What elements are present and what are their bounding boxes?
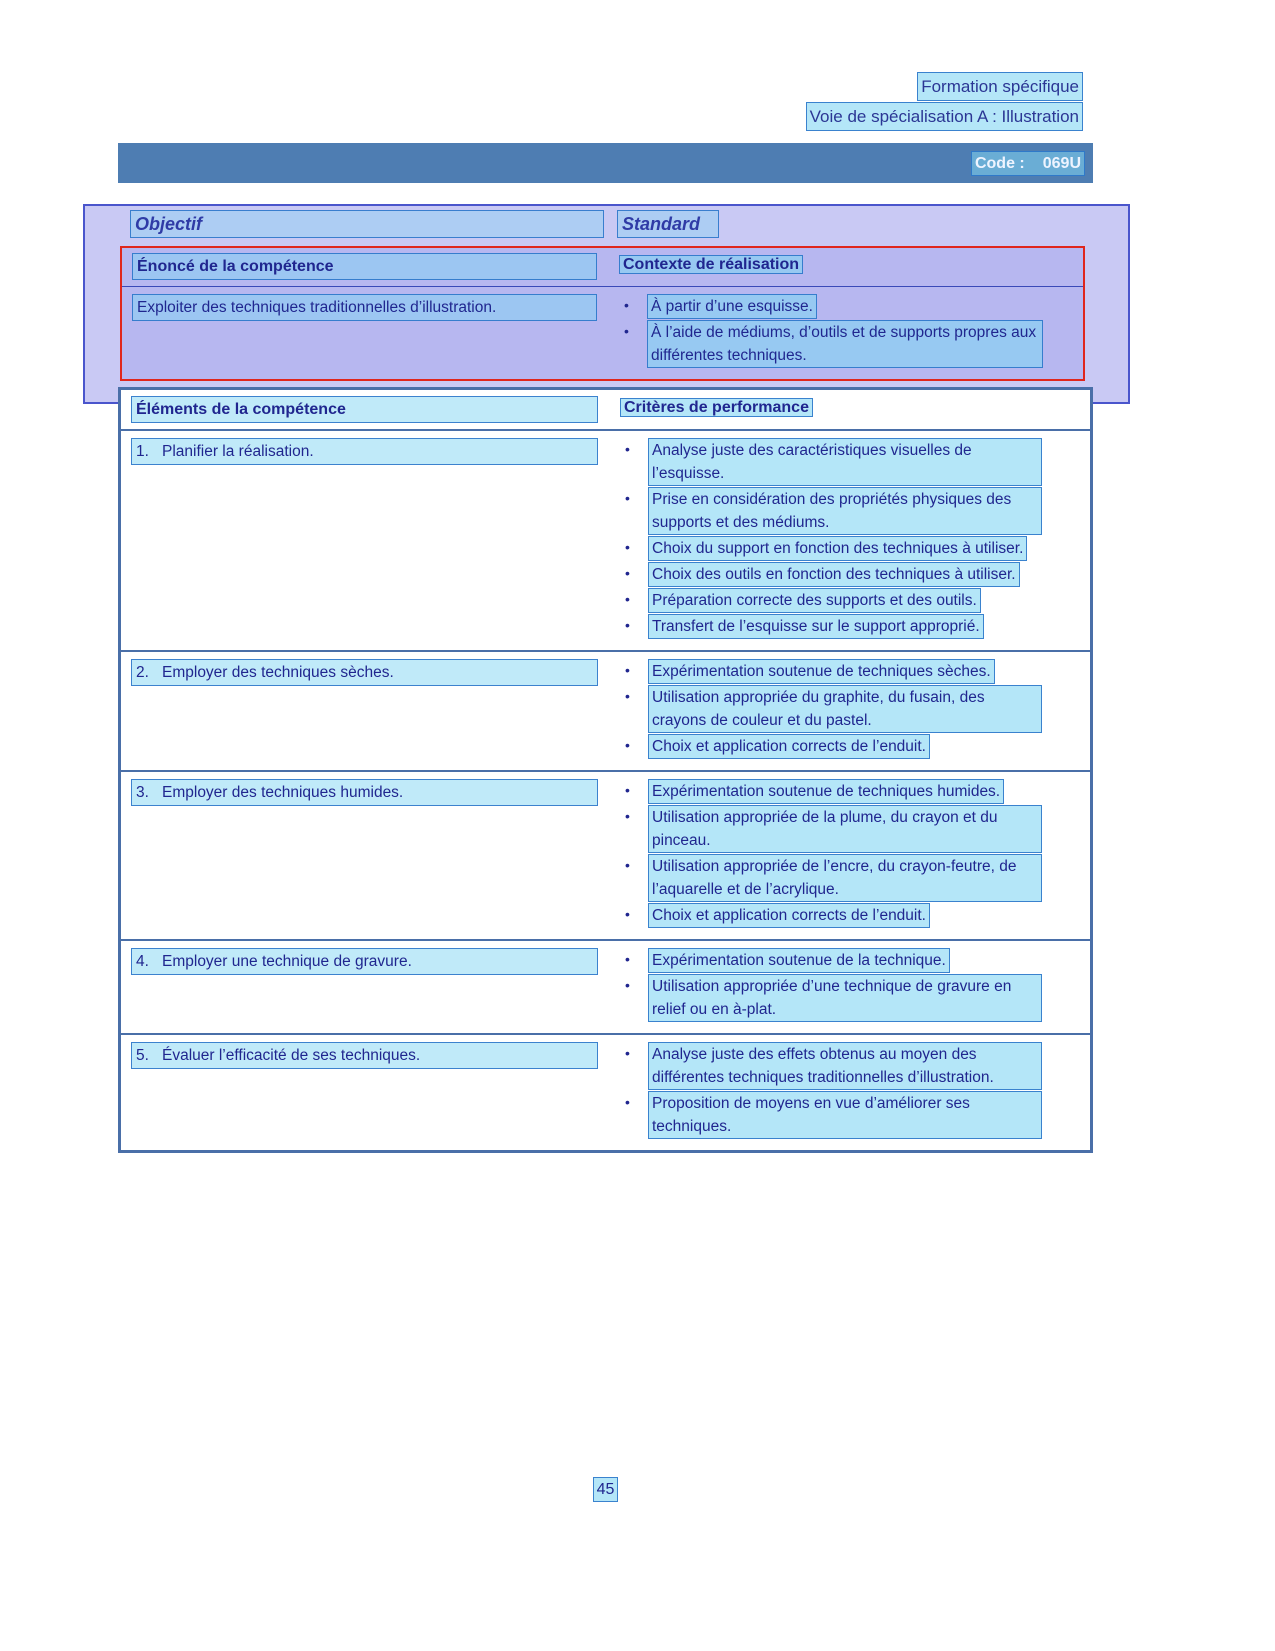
criteria-list — [620, 948, 1042, 1022]
list-item — [620, 734, 1042, 759]
criteria-text: Utilisation appropriée du graphite, du fusain, des crayons de couleur et du pastel. — [648, 685, 1042, 733]
code-value: 069U — [1042, 154, 1081, 172]
competence-box-header — [122, 248, 1083, 287]
element-label: Employer des techniques sèches. — [162, 664, 394, 681]
criteria-list — [620, 438, 1042, 639]
element-number: 2. — [136, 664, 149, 681]
bullet-icon — [620, 948, 648, 973]
element-number: 5. — [136, 1047, 149, 1064]
list-item — [620, 659, 1042, 684]
list-item — [620, 588, 1042, 613]
criteria-text: Choix et application corrects de l’enduit. — [648, 734, 930, 759]
enonce-header-text: Énoncé de la compétence — [132, 253, 597, 280]
table-row — [121, 650, 1090, 770]
bullet-icon — [620, 974, 648, 1022]
element-text — [131, 779, 598, 806]
element-text — [131, 659, 598, 686]
list-item — [620, 685, 1042, 733]
bullet-icon — [620, 1091, 648, 1139]
element-text — [131, 1042, 598, 1069]
list-item — [620, 1091, 1042, 1139]
bullet-icon — [620, 614, 648, 639]
criteria-cell — [620, 1042, 1090, 1140]
doc-header — [806, 72, 1083, 132]
table-row — [121, 770, 1090, 939]
competence-box — [120, 246, 1085, 381]
table-row — [121, 939, 1090, 1033]
list-item — [620, 854, 1042, 902]
list-item — [620, 562, 1042, 587]
contexte-item-text: À l’aide de médiums, d’outils et de supports propres aux différentes techniques. — [647, 320, 1043, 368]
criteres-header-text: Critères de performance — [620, 398, 813, 417]
element-number: 4. — [136, 953, 149, 970]
bullet-icon — [619, 320, 647, 368]
bullet-icon — [620, 536, 648, 561]
criteria-list — [620, 659, 1042, 759]
header-line-voie — [806, 102, 1083, 131]
table-row — [121, 431, 1090, 650]
element-text — [131, 438, 598, 465]
criteria-text: Utilisation appropriée d’une technique de gravure en relief ou en à-plat. — [648, 974, 1042, 1022]
enonce-statement-cell — [122, 294, 619, 369]
criteria-text: Proposition de moyens en vue d’améliorer ses techniques. — [648, 1091, 1042, 1139]
criteria-text: Analyse juste des caractéristiques visuelles de l’esquisse. — [648, 438, 1042, 486]
list-item — [620, 438, 1042, 486]
criteria-text: Expérimentation soutenue de techniques sèches. — [648, 659, 995, 684]
criteria-cell — [620, 948, 1090, 1023]
list-item — [620, 614, 1042, 639]
element-label: Employer une technique de gravure. — [162, 953, 412, 970]
list-item — [620, 805, 1042, 853]
criteria-list — [620, 779, 1042, 928]
element-cell — [121, 659, 620, 760]
enonce-statement-text: Exploiter des techniques traditionnelles d’illustration. — [132, 294, 597, 321]
objectif-title — [130, 210, 604, 238]
element-number: 1. — [136, 443, 149, 460]
list-item — [620, 948, 1042, 973]
criteria-text: Préparation correcte des supports et des outils. — [648, 588, 981, 613]
code-label: Code : — [974, 154, 1025, 172]
page-footer — [118, 1477, 1093, 1502]
list-item — [620, 903, 1042, 928]
element-cell — [121, 1042, 620, 1140]
list-item — [619, 294, 1043, 319]
criteria-text: Prise en considération des propriétés physiques des supports et des médiums. — [648, 487, 1042, 535]
contexte-header-cell — [619, 253, 1083, 280]
element-cell — [121, 948, 620, 1023]
bullet-icon — [620, 734, 648, 759]
bullet-icon — [620, 487, 648, 535]
criteria-text: Utilisation appropriée de l’encre, du crayon-feutre, de l’aquarelle et de l’acrylique. — [648, 854, 1042, 902]
element-label: Planifier la réalisation. — [162, 443, 314, 460]
header-line-voie-text: Voie de spécialisation A : Illustration — [806, 102, 1083, 131]
element-text — [131, 948, 598, 975]
code-bar — [118, 143, 1093, 183]
criteria-text: Choix et application corrects de l’enduit. — [648, 903, 930, 928]
element-label: Évaluer l’efficacité de ses techniques. — [162, 1047, 421, 1064]
list-item — [620, 779, 1042, 804]
elements-header-text: Éléments de la compétence — [131, 396, 598, 423]
criteria-text: Expérimentation soutenue de la technique. — [648, 948, 950, 973]
bullet-icon — [620, 1042, 648, 1090]
bullet-icon — [620, 438, 648, 486]
bullet-icon — [620, 562, 648, 587]
element-cell — [121, 779, 620, 929]
list-item — [620, 1042, 1042, 1090]
bullet-icon — [620, 805, 648, 853]
list-item — [620, 487, 1042, 535]
list-item — [619, 320, 1043, 368]
bullet-icon — [620, 854, 648, 902]
element-cell — [121, 438, 620, 640]
bullet-icon — [620, 685, 648, 733]
code-badge — [971, 151, 1085, 176]
bullet-icon — [620, 588, 648, 613]
contexte-item-text: À partir d’une esquisse. — [647, 294, 817, 319]
contexte-list — [619, 294, 1043, 368]
list-item — [620, 536, 1042, 561]
bullet-icon — [619, 294, 647, 319]
criteria-text: Expérimentation soutenue de techniques humides. — [648, 779, 1004, 804]
standard-title-text: Standard — [617, 210, 719, 238]
criteria-text: Utilisation appropriée de la plume, du crayon et du pinceau. — [648, 805, 1042, 853]
contexte-items-cell — [619, 294, 1083, 369]
criteria-table-header — [121, 390, 1090, 431]
objectif-title-text: Objectif — [130, 210, 604, 238]
criteria-text: Transfert de l’esquisse sur le support approprié. — [648, 614, 984, 639]
table-row — [121, 1033, 1090, 1150]
page-number: 45 — [593, 1477, 619, 1502]
list-item — [620, 974, 1042, 1022]
enonce-header-cell — [122, 253, 619, 280]
element-label: Employer des techniques humides. — [162, 784, 404, 801]
criteria-table — [118, 387, 1093, 1153]
criteria-cell — [620, 779, 1090, 929]
criteria-cell — [620, 438, 1090, 640]
criteres-header-cell — [620, 396, 1090, 423]
contexte-header-text: Contexte de réalisation — [619, 255, 803, 274]
competence-box-body — [122, 287, 1083, 379]
header-line-formation — [806, 72, 1083, 101]
criteria-list — [620, 1042, 1042, 1139]
elements-header-cell — [121, 396, 620, 423]
objectif-standard-panel — [83, 204, 1130, 404]
criteria-cell — [620, 659, 1090, 760]
criteria-text: Choix des outils en fonction des techniques à utiliser. — [648, 562, 1020, 587]
header-line-formation-text: Formation spécifique — [917, 72, 1083, 101]
criteria-text: Analyse juste des effets obtenus au moyen des différentes techniques traditionnelles d’illustration. — [648, 1042, 1042, 1090]
criteria-text: Choix du support en fonction des techniques à utiliser. — [648, 536, 1027, 561]
bullet-icon — [620, 903, 648, 928]
bullet-icon — [620, 659, 648, 684]
standard-title — [617, 210, 719, 238]
element-number: 3. — [136, 784, 149, 801]
bullet-icon — [620, 779, 648, 804]
